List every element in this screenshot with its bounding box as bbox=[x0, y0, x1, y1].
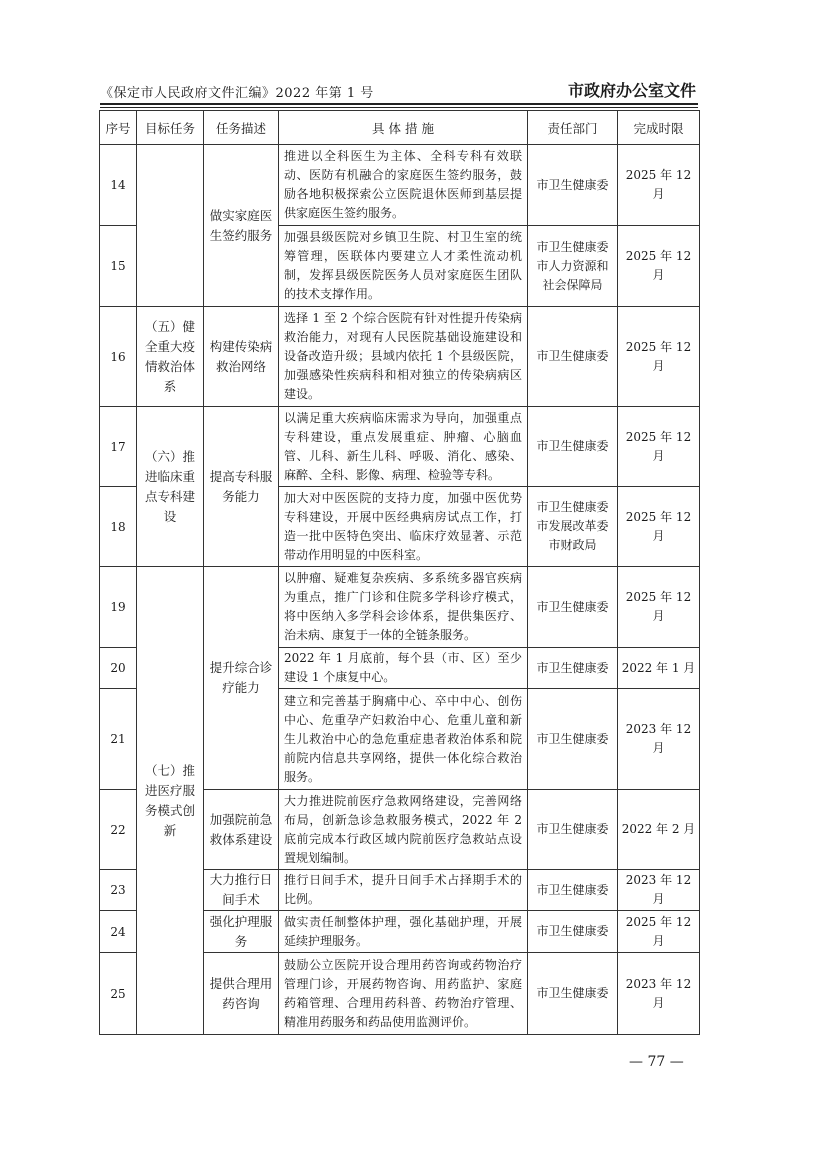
responsible-dept: 市卫生健康委 bbox=[528, 790, 618, 870]
deadline: 2025 年 12 月 bbox=[618, 226, 700, 307]
deadline: 2025 年 12 月 bbox=[618, 487, 700, 567]
deadline: 2025 年 12 月 bbox=[618, 407, 700, 487]
col-header-date: 完成时限 bbox=[618, 111, 700, 145]
deadline: 2023 年 12 月 bbox=[618, 953, 700, 1035]
task-desc: 提高专科服务能力 bbox=[204, 407, 279, 567]
goal-cell: （五）健全重大疫情救治体系 bbox=[137, 307, 204, 407]
col-header-dept: 责任部门 bbox=[528, 111, 618, 145]
responsible-dept: 市卫生健康委 bbox=[528, 911, 618, 953]
row-number: 15 bbox=[100, 226, 137, 307]
deadline: 2022 年 2 月 bbox=[618, 790, 700, 870]
deadline: 2025 年 12 月 bbox=[618, 567, 700, 648]
col-header-desc: 任务描述 bbox=[204, 111, 279, 145]
measure: 加强县级医院对乡镇卫生院、村卫生室的统筹管理，医联体内要建立人才柔性流动机制，发挥县级医院医务人员对家庭医生团队的技术支撑作用。 bbox=[279, 226, 528, 307]
deadline: 2022 年 1 月 bbox=[618, 648, 700, 689]
responsible-dept: 市卫生健康委 bbox=[528, 307, 618, 407]
row-number: 18 bbox=[100, 487, 137, 567]
deadline: 2023 年 12 月 bbox=[618, 870, 700, 911]
measure: 大力推进院前医疗急救网络建设，完善网络布局，创新急诊急救服务模式，2022 年 2 底前完成本行政区域内院前医疗急救站点设置规划编制。 bbox=[279, 790, 528, 870]
row-number: 22 bbox=[100, 790, 137, 870]
deadline: 2023 年 12 月 bbox=[618, 689, 700, 790]
measure: 以肿瘤、疑难复杂疾病、多系统多器官疾病为重点，推广门诊和住院多学科诊疗模式，将中医纳入多学科会诊体系，提供集医疗、治未病、康复于一体的全链条服务。 bbox=[279, 567, 528, 648]
table-row bbox=[100, 145, 700, 226]
header-rule-thick bbox=[100, 103, 698, 105]
row-number: 23 bbox=[100, 870, 137, 911]
goal-cell-empty bbox=[137, 145, 204, 307]
table-row bbox=[100, 407, 700, 487]
section-title: 市政府办公室文件 bbox=[567, 81, 696, 100]
deadline: 2025 年 12 月 bbox=[618, 145, 700, 226]
responsible-dept: 市卫生健康委 bbox=[528, 567, 618, 648]
measure: 推行日间手术，提升日间手术占择期手术的比例。 bbox=[279, 870, 528, 911]
measure: 推进以全科医生为主体、全科专科有效联动、医防有机融合的家庭医生签约服务，鼓励各地积极探索公立医院退休医师到基层提供家庭医生签约服务。 bbox=[279, 145, 528, 226]
table-row bbox=[100, 567, 700, 648]
deadline: 2025 年 12 月 bbox=[618, 911, 700, 953]
responsible-dept: 市卫生健康委 bbox=[528, 145, 618, 226]
row-number: 21 bbox=[100, 689, 137, 790]
measure: 选择 1 至 2 个综合医院有针对性提升传染病救治能力，对现有人民医院基础设施建设和设备改造升级；县域内依托 1 个县级医院，加强感染性疾病科和相对独立的传染病病区建设。 bbox=[279, 307, 528, 407]
task-desc: 做实家庭医生签约服务 bbox=[204, 145, 279, 307]
row-number: 24 bbox=[100, 911, 137, 953]
task-desc: 提升综合诊疗能力 bbox=[204, 567, 279, 790]
task-table bbox=[99, 110, 700, 1035]
row-number: 17 bbox=[100, 407, 137, 487]
responsible-dept: 市卫生健康委 bbox=[528, 407, 618, 487]
goal-cell: （六）推进临床重点专科建设 bbox=[137, 407, 204, 567]
measure: 建立和完善基于胸痛中心、卒中中心、创伤中心、危重孕产妇救治中心、危重儿童和新生儿救治中心的急危重症患者救治体系和院前院内信息共享网络，提供一体化综合救治服务。 bbox=[279, 689, 528, 790]
row-number: 25 bbox=[100, 953, 137, 1035]
responsible-dept: 市卫生健康委 bbox=[528, 689, 618, 790]
measure: 以满足重大疾病临床需求为导向，加强重点专科建设，重点发展重症、肿瘤、心脑血管、儿科、新生儿科、呼吸、消化、感染、麻醉、全科、影像、病理、检验等专科。 bbox=[279, 407, 528, 487]
measure: 做实责任制整体护理，强化基础护理，开展延续护理服务。 bbox=[279, 911, 528, 953]
task-desc: 加强院前急救体系建设 bbox=[204, 790, 279, 870]
goal-cell: （七）推进医疗服务模式创新 bbox=[137, 567, 204, 1035]
page-number: — 77 — bbox=[629, 1054, 684, 1070]
col-header-no: 序号 bbox=[100, 111, 137, 145]
row-number: 16 bbox=[100, 307, 137, 407]
task-desc: 提供合理用药咨询 bbox=[204, 953, 279, 1035]
row-number: 14 bbox=[100, 145, 137, 226]
col-header-measure: 具 体 措 施 bbox=[279, 111, 528, 145]
table-header-row bbox=[100, 111, 700, 145]
task-desc: 构建传染病救治网络 bbox=[204, 307, 279, 407]
publication-title: 《保定市人民政府文件汇编》2022 年第 1 号 bbox=[100, 86, 374, 101]
responsible-dept: 市卫生健康委 bbox=[528, 870, 618, 911]
task-desc: 大力推行日间手术 bbox=[204, 870, 279, 911]
col-header-goal: 目标任务 bbox=[137, 111, 204, 145]
header-rule-thin bbox=[100, 107, 698, 108]
task-desc: 强化护理服务 bbox=[204, 911, 279, 953]
row-number: 19 bbox=[100, 567, 137, 648]
table-row bbox=[100, 307, 700, 407]
measure: 2022 年 1 月底前，每个县（市、区）至少建设 1 个康复中心。 bbox=[279, 648, 528, 689]
measure: 加大对中医医院的支持力度，加强中医优势专科建设，开展中医经典病房试点工作，打造一批中医特色突出、临床疗效显著、示范带动作用明显的中医科室。 bbox=[279, 487, 528, 567]
measure: 鼓励公立医院开设合理用药咨询或药物治疗管理门诊，开展药物咨询、用药监护、家庭药箱管理、合理用药科普、药物治疗管理、精准用药服务和药品使用监测评价。 bbox=[279, 953, 528, 1035]
row-number: 20 bbox=[100, 648, 137, 689]
deadline: 2025 年 12 月 bbox=[618, 307, 700, 407]
responsible-dept: 市卫生健康委 bbox=[528, 648, 618, 689]
responsible-dept: 市卫生健康委市发展改革委市财政局 bbox=[528, 487, 618, 567]
responsible-dept: 市卫生健康委 bbox=[528, 953, 618, 1035]
responsible-dept: 市卫生健康委市人力资源和社会保障局 bbox=[528, 226, 618, 307]
